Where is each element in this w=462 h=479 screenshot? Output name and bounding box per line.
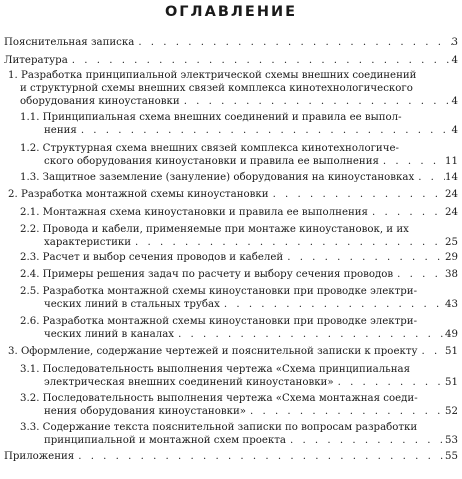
- toc-entry: [20, 224, 458, 250]
- toc-entry-text: ческих линий в стальных трубах: [44, 298, 220, 310]
- toc-page-number: 53: [445, 434, 458, 446]
- toc-entry: [4, 451, 458, 464]
- toc-entry: [4, 37, 458, 50]
- toc-page-number: 4: [451, 124, 458, 136]
- toc-entry: [8, 70, 458, 108]
- toc-entry-text: ского оборудования киноустановки и правила ее выполнения: [44, 155, 379, 167]
- toc-entry-text: нения оборудования киноустановки»: [44, 405, 246, 417]
- toc-entry-text: 3.2. Последовательность выполнения чертежа «Схема монтажная соеди-: [20, 393, 418, 404]
- toc-entry: [20, 172, 458, 185]
- toc-entry-text: 2.5. Разработка монтажной схемы киноустановки при проводке электри-: [20, 286, 418, 297]
- toc-entry-text: 2.4. Примеры решения задач по расчету и выбору сечения проводов: [20, 269, 394, 280]
- toc-page-number: 4: [451, 95, 458, 107]
- toc-page-number: 49: [445, 328, 458, 340]
- toc-entry-text: Пояснительная записка: [4, 37, 135, 48]
- page-title: ОГЛАВЛЕНИЕ: [164, 4, 297, 20]
- toc-entry: [20, 286, 458, 312]
- toc-entry-text: 3.1. Последовательность выполнения чертежа «Схема принципиальная: [20, 364, 411, 375]
- toc-entry: [20, 252, 458, 265]
- toc-entry-text: принципиальной и монтажной схем проекта: [44, 434, 286, 446]
- toc-entry: [8, 189, 458, 202]
- toc-entry-text: 2.1. Монтажная схема киноустановки и правила ее выполнения: [20, 207, 368, 218]
- toc-entry-text: нения: [44, 124, 77, 136]
- toc-page-number: 24: [445, 189, 458, 200]
- toc-entry: [20, 207, 458, 220]
- toc-page-number: 3: [451, 37, 458, 48]
- toc-entry: [20, 422, 458, 448]
- toc-entry-text: 1.1. Принципиальная схема внешних соединений и правила ее выпол-: [20, 112, 402, 123]
- toc-page-number: 29: [445, 252, 458, 263]
- toc-entry-text: 1.2. Структурная схема внешних связей комплекса кинотехнологиче-: [20, 143, 399, 154]
- toc-page-number: 25: [445, 236, 458, 248]
- toc-entry-text: 3. Оформление, содержание чертежей и пояснительной записки к проекту: [8, 346, 418, 357]
- toc-entry-text: ческих линий в каналах: [44, 328, 175, 340]
- toc-page-number: 51: [445, 346, 458, 357]
- toc-entry-text: оборудования киноустановки: [20, 95, 180, 107]
- toc-entry-text: электрическая внешних соединений киноустановки»: [44, 376, 334, 388]
- toc-page-number: 11: [445, 155, 458, 167]
- toc-entry: [20, 316, 458, 342]
- toc-entry-text: 2.6. Разработка монтажной схемы киноустановки при проводке электри-: [20, 316, 418, 327]
- toc-entry: [20, 269, 458, 282]
- toc-entry-text: Приложения: [4, 451, 75, 462]
- toc-entry-text: 2.3. Расчет и выбор сечения проводов и кабелей: [20, 252, 284, 263]
- toc-entry-text: 2.2. Провода и кабели, применяемые при монтаже киноустановок, и их: [20, 224, 409, 235]
- toc-entry-text: 2. Разработка монтажной схемы киноустановки: [8, 189, 269, 200]
- toc-page-number: 55: [445, 451, 458, 462]
- toc-entry-text: 1. Разработка принципиальной электрической схемы внешних соединений: [8, 70, 417, 81]
- toc-page-number: 4: [451, 55, 458, 66]
- toc-entry: [20, 143, 458, 169]
- toc-entry-text: 1.3. Защитное заземление (зануление) оборудования на киноустановках: [20, 172, 415, 183]
- toc-page-number: 38: [445, 269, 458, 280]
- toc-entry-text: характеристики: [44, 236, 132, 248]
- toc-page-number: 14: [445, 172, 458, 183]
- toc-entry: [20, 112, 458, 138]
- toc-entry-text: Литература: [4, 55, 68, 66]
- toc-page-number: 51: [445, 376, 458, 388]
- toc-entry: [20, 393, 458, 419]
- toc-entry: [8, 346, 458, 359]
- toc-entry: [20, 364, 458, 390]
- toc-entry-text: и структурной схемы внешних связей комплекса кинотехнологического: [20, 82, 413, 94]
- toc-page-number: 52: [445, 405, 458, 417]
- toc-page-number: 24: [445, 207, 458, 218]
- toc-page-number: 43: [445, 298, 458, 310]
- toc-entry-text: 3.3. Содержание текста пояснительной записки по вопросам разработки: [20, 422, 418, 433]
- toc-entry: [4, 55, 458, 68]
